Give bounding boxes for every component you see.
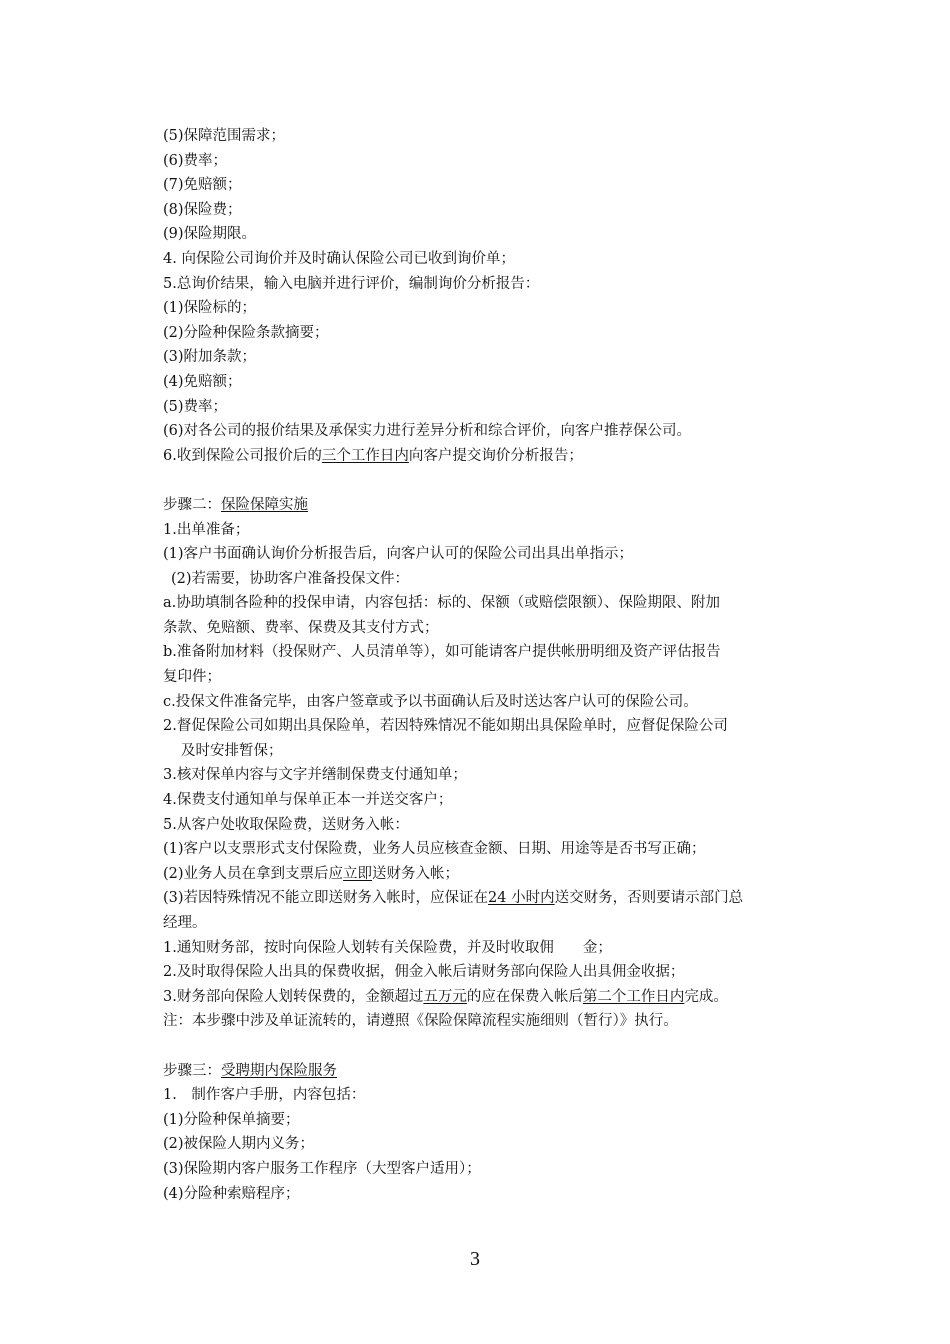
- underlined-text: 三个工作日内: [321, 447, 409, 464]
- underlined-text: 24 小时内: [488, 890, 555, 907]
- list-item: 经理。: [163, 915, 207, 931]
- list-item: (6)费率；: [163, 152, 228, 169]
- list-item: (2)若需要，协助客户准备投保文件：: [171, 570, 410, 587]
- list-item: (9)保险期限。: [163, 226, 257, 243]
- list-item: (3)附加条款；: [163, 349, 257, 366]
- list-item: 及时安排暂保；: [181, 742, 283, 759]
- text-segment: 3.财务部向保险人划转保费的，金额超过: [163, 988, 424, 1005]
- list-item: 4. 向保险公司询价并及时确认保险公司已收到询价单；: [163, 250, 515, 267]
- text-segment: 的应在保费入帐后: [466, 988, 583, 1005]
- note: 注：本步骤中涉及单证流转的，请遵照《保险保障流程实施细则（暂行）》执行。: [163, 1013, 678, 1030]
- text-segment: 向客户提交询价分析报告；: [408, 447, 583, 464]
- list-item: (4)免赔额；: [163, 373, 242, 390]
- text-segment: 6.收到保险公司报价后的: [163, 447, 322, 464]
- list-item: 4.保费支付通知单与保单正本一并送交客户；: [163, 792, 453, 809]
- list-item: (2)分险种保险条款摘要；: [163, 324, 329, 341]
- list-item: (3)保险期内客户服务工作程序（大型客户适用）；: [163, 1160, 481, 1177]
- list-item: [163, 444, 863, 469]
- step-title: 受聘期内保险服务: [221, 1062, 337, 1079]
- list-item: [163, 985, 863, 1010]
- list-item: 复印件；: [163, 669, 221, 686]
- list-item: (5)保障范围需求；: [163, 128, 286, 144]
- list-item: (6)对各公司的报价结果及承保实力进行差异分析和综合评价，向客户推荐保公司。: [163, 423, 692, 440]
- list-item: 2.及时取得保险人出具的保费收据，佣金入帐后请财务部向保险人出具佣金收据；: [163, 964, 685, 981]
- list-item: a.协助填制各险种的投保申请，内容包括：标的、保额（或赔偿限额）、保险期限、附加: [163, 595, 721, 612]
- page-number: 3: [470, 1248, 480, 1270]
- step-label: 步骤二：: [163, 496, 221, 513]
- spacer: [163, 468, 863, 493]
- list-item: c.投保文件准备完毕，由客户签章或予以书面确认后及时送达客户认可的保险公司。: [163, 693, 698, 710]
- text-segment: 完成。: [684, 988, 728, 1005]
- list-item: (1)客户以支票形式支付保险费，业务人员应核查金额、日期、用途等是否书写正确；: [163, 841, 706, 858]
- list-item: (7)免赔额；: [163, 177, 242, 194]
- list-item: 1.出单准备；: [163, 521, 250, 538]
- list-item: (5)费率；: [163, 398, 228, 415]
- step-label: 步骤三：: [163, 1062, 221, 1079]
- list-item: (4)分险种索赔程序；: [163, 1185, 300, 1202]
- text-segment: 送交财务，否则要请示部门总: [554, 890, 744, 907]
- list-item: (1)保险标的；: [163, 300, 257, 317]
- list-item: (1)客户书面确认询价分析报告后，向客户认可的保险公司出具出单指示；: [163, 546, 634, 563]
- list-item: 1.通知财务部，按时向保险人划转有关保险费，并及时收取佣 金；: [163, 939, 612, 956]
- list-item: 条款、免赔额、费率、保费及其支付方式；: [163, 619, 439, 636]
- underlined-text: 第二个工作日内: [582, 988, 685, 1005]
- list-item: 5.从客户处收取保险费，送财务入帐：: [163, 816, 409, 833]
- text-segment: (3)若因特殊情况不能立即送财务入帐时，应保证在: [163, 890, 489, 907]
- list-item: 1. 制作客户手册，内容包括：: [163, 1087, 366, 1104]
- spacer: [163, 1034, 863, 1059]
- step-heading: [163, 493, 863, 518]
- text-segment: (2)业务人员在拿到支票后应: [163, 865, 344, 882]
- step-heading: [163, 1059, 863, 1084]
- list-item: b.准备附加材料（投保财产、人员清单等），如可能请客户提供帐册明细及资产评估报告: [163, 644, 721, 661]
- list-item: 3.核对保单内容与文字并缮制保费支付通知单；: [163, 767, 467, 784]
- list-item: (8)保险费；: [163, 201, 242, 218]
- text-segment: 送财务入帐；: [372, 865, 460, 882]
- list-item: [163, 886, 863, 911]
- list-item: (1)分险种保单摘要；: [163, 1111, 300, 1128]
- underlined-text: 立即: [343, 865, 373, 882]
- list-item: [163, 862, 863, 887]
- step-title: 保险保障实施: [221, 496, 308, 513]
- underlined-text: 五万元: [423, 988, 467, 1005]
- document-body: [163, 124, 863, 1206]
- list-item: (2)被保险人期内义务；: [163, 1136, 315, 1153]
- list-item: 5.总询价结果，输入电脑并进行评价，编制询价分析报告：: [163, 275, 540, 292]
- list-item: 2.督促保险公司如期出具保险单，若因特殊情况不能如期出具保险单时，应督促保险公司: [163, 718, 728, 735]
